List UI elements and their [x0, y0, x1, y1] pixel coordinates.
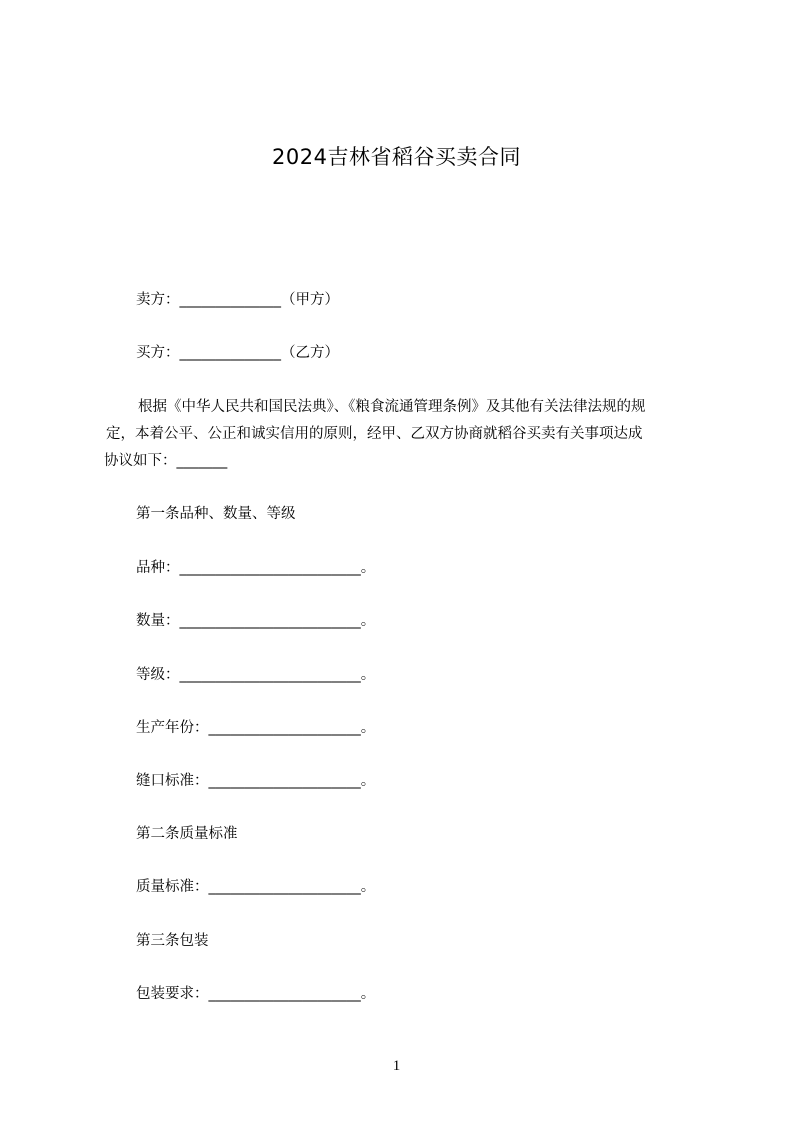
production-year-end: 。	[360, 720, 376, 736]
buyer-suffix: （乙方）	[281, 345, 339, 361]
preamble-row-2: 定，本着公平、公正和诚实信用的原则，经甲、乙双方协商就稻谷买卖有关事项达成	[106, 426, 643, 442]
seller-suffix: （甲方）	[281, 292, 339, 308]
quality-standard-blank: _____________________	[208, 879, 361, 895]
production-year-blank: _____________________	[208, 720, 361, 736]
quality-standard-end: 。	[360, 879, 376, 895]
seam-standard-end: 。	[360, 773, 376, 789]
buyer-line	[136, 343, 339, 363]
buyer-blank: ______________	[179, 345, 281, 361]
packaging-requirements-label: 包装要求：	[136, 986, 209, 1002]
seller-blank: ______________	[179, 292, 281, 308]
production-year-label: 生产年份：	[136, 720, 209, 736]
packaging-requirements-blank: _____________________	[208, 986, 361, 1002]
document-title: 2024吉林省稻谷买卖合同	[272, 145, 521, 169]
variety-label: 品种：	[136, 560, 180, 576]
article-1-heading: 第一条品种、数量、等级	[136, 506, 296, 522]
grade-label: 等级：	[136, 667, 180, 683]
seam-standard-line	[136, 771, 375, 791]
article-2-heading: 第二条质量标准	[136, 826, 238, 842]
article-3-heading: 第三条包装	[136, 933, 209, 949]
variety-blank: _________________________	[179, 560, 361, 576]
grade-blank: _________________________	[179, 667, 361, 683]
page-number: 1	[392, 1058, 401, 1074]
seller-label: 卖方：	[136, 292, 180, 308]
packaging-requirements-end: 。	[360, 986, 376, 1002]
grade-line	[136, 665, 375, 685]
variety-end: 。	[360, 560, 376, 576]
preamble-paragraph	[104, 394, 704, 475]
seam-standard-blank: _____________________	[208, 773, 361, 789]
seam-standard-label: 缝口标准：	[136, 773, 209, 789]
quantity-line	[136, 611, 375, 631]
preamble-row-3: 协议如下：_______	[104, 453, 228, 469]
variety-line	[136, 558, 375, 578]
buyer-label: 买方：	[136, 345, 180, 361]
quality-standard-line	[136, 877, 375, 897]
preamble-row-1: 根据《中华人民共和国民法典》、《粮食流通管理条例》及其他有关法律法规的规	[138, 399, 646, 415]
grade-end: 。	[360, 667, 376, 683]
quantity-label: 数量：	[136, 613, 180, 629]
quantity-blank: _________________________	[179, 613, 361, 629]
packaging-requirements-line	[136, 984, 375, 1004]
seller-line	[136, 290, 339, 310]
production-year-line	[136, 718, 375, 738]
quantity-end: 。	[360, 613, 376, 629]
quality-standard-label: 质量标准：	[136, 879, 209, 895]
